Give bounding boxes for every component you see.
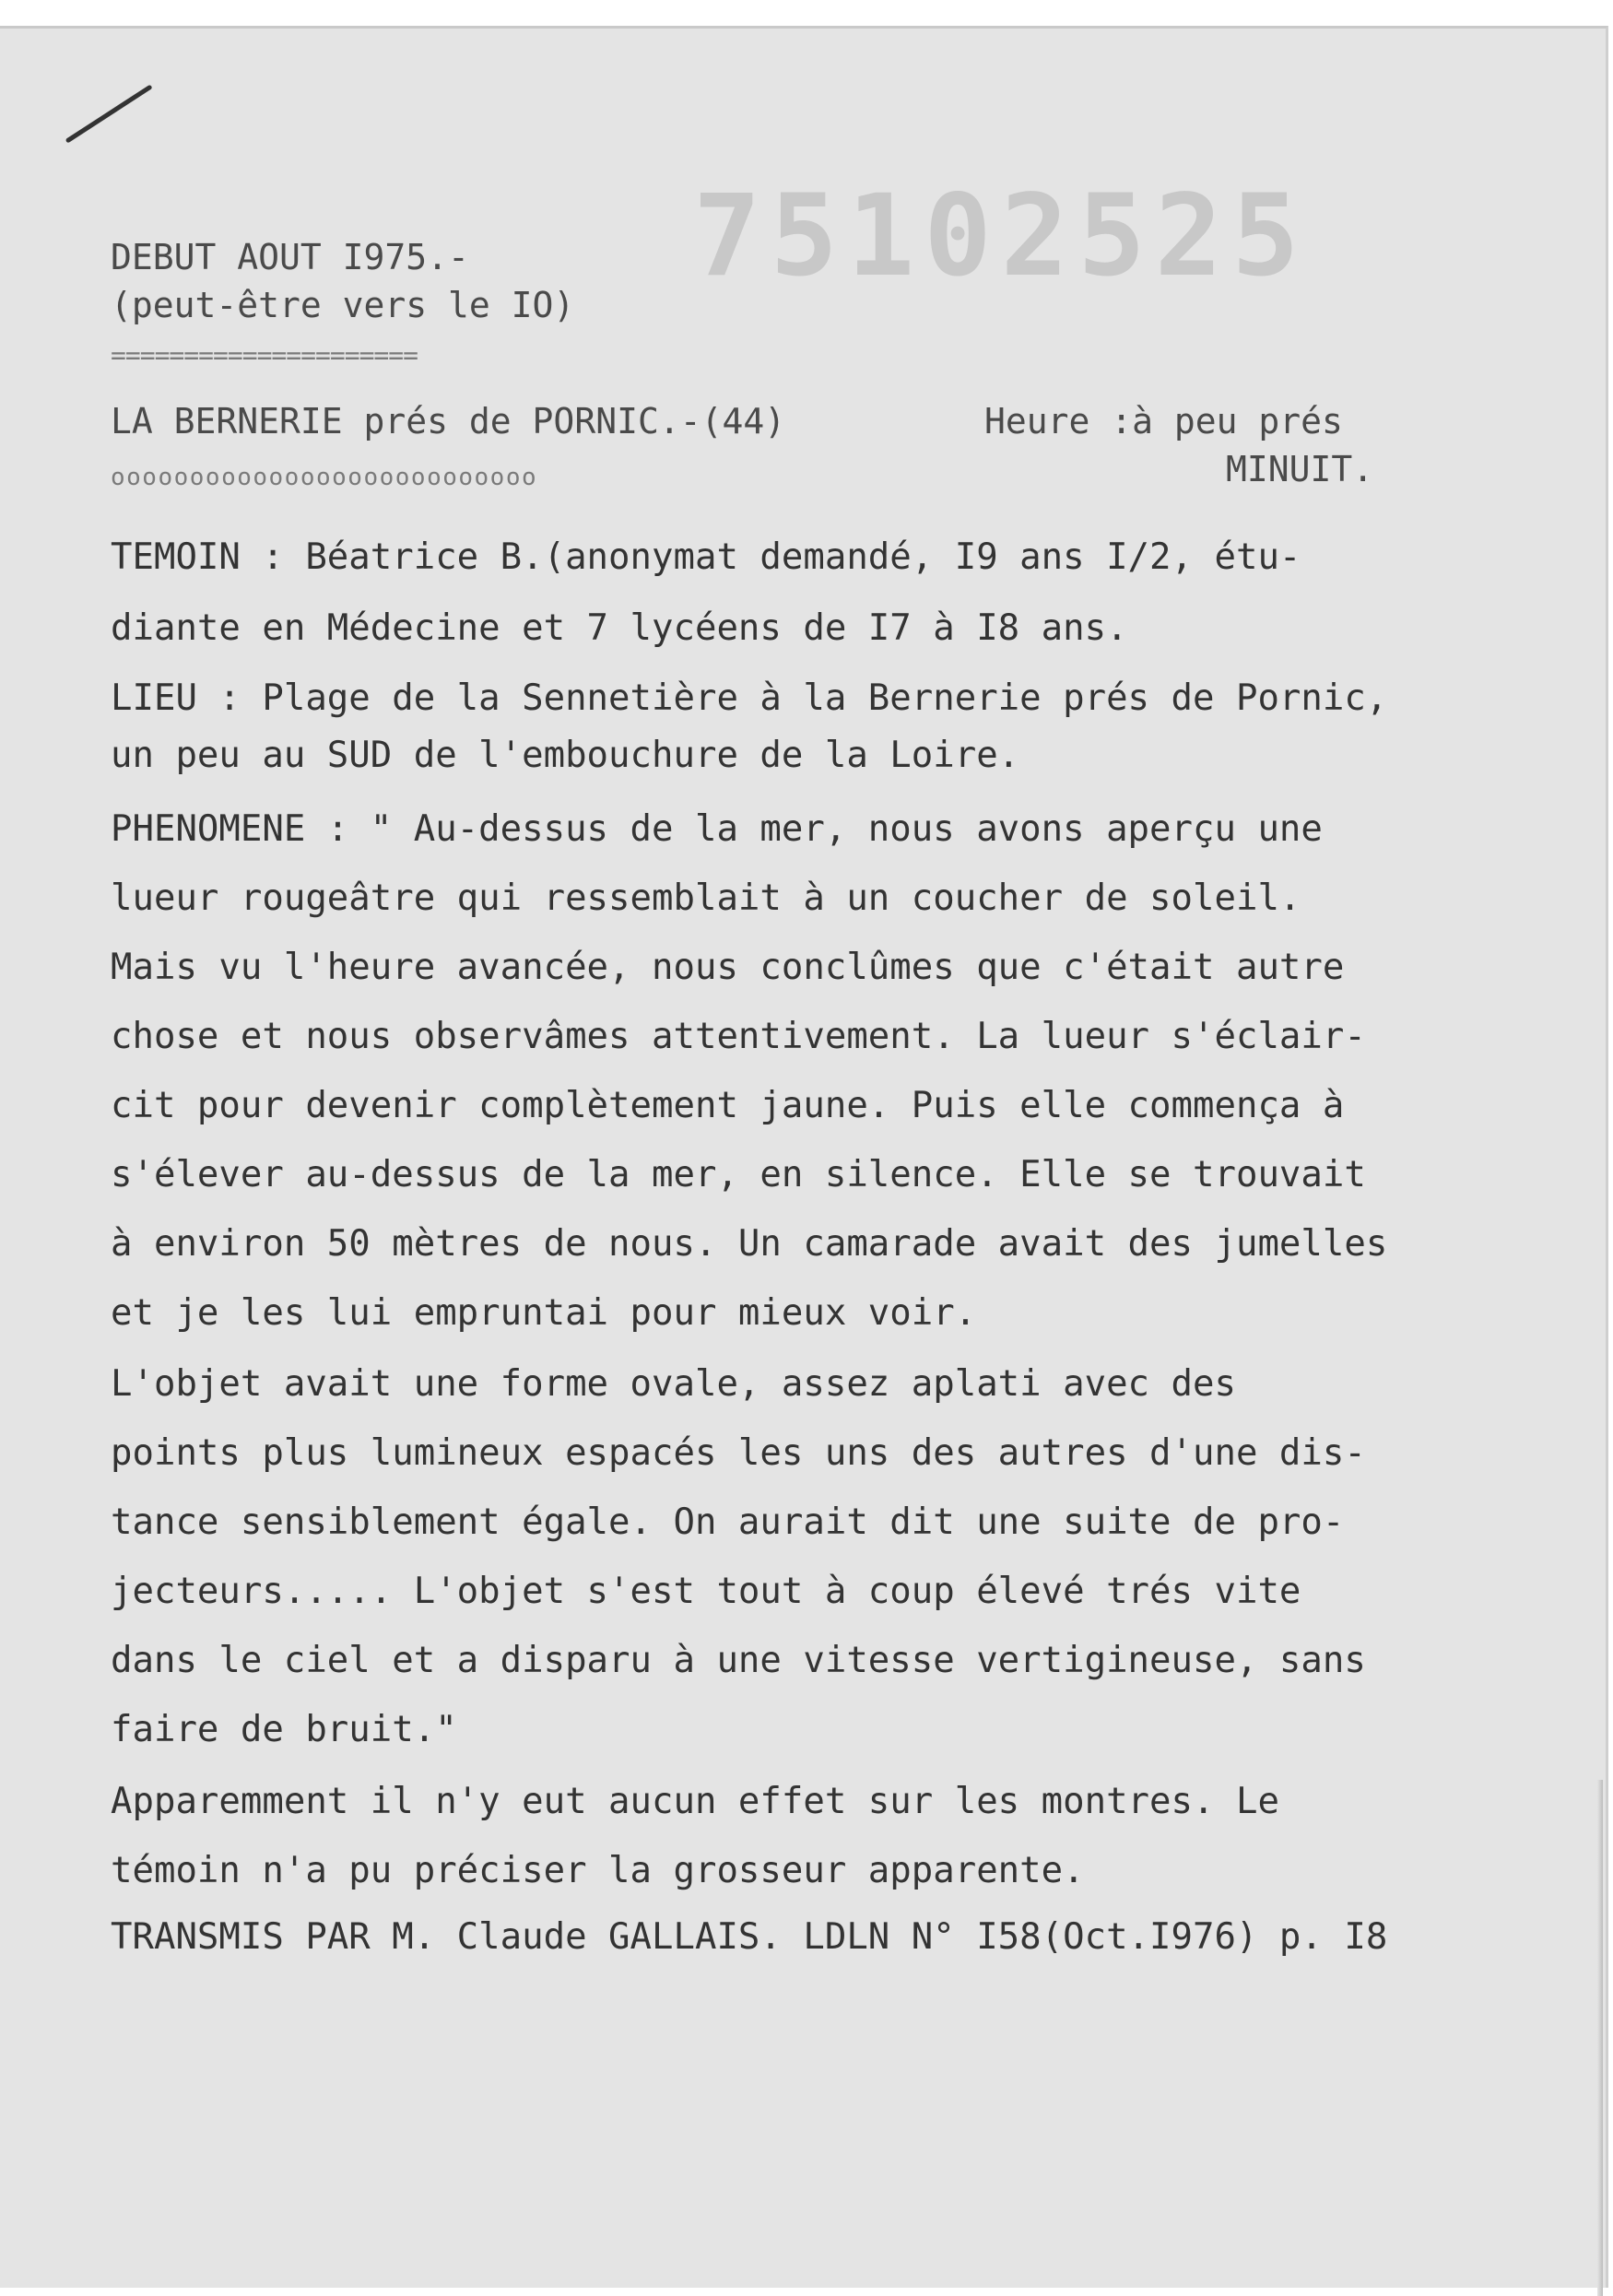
body-line: à environ 50 mètres de nous. Un camarade avait des jumelles xyxy=(111,1223,1388,1265)
time-value: MINUIT. xyxy=(1226,449,1374,489)
body-line: et je les lui empruntai pour mieux voir. xyxy=(111,1292,977,1334)
page-edge-shadow xyxy=(1597,1780,1603,2296)
body-line: Mais vu l'heure avancée, nous conclûmes que c'était autre xyxy=(111,947,1345,988)
body-line: PHENOMENE : " Au-dessus de la mer, nous avons aperçu une xyxy=(111,808,1323,850)
body-line: L'objet avait une forme ovale, assez aplati avec des xyxy=(111,1363,1236,1405)
reference-number: 75102525 xyxy=(693,171,1309,301)
pen-check-mark xyxy=(65,84,153,143)
body-line: faire de bruit." xyxy=(111,1709,457,1750)
place-line: LA BERNERIE prés de PORNIC.-(44) xyxy=(111,401,786,442)
body-line: témoin n'a pu préciser la grosseur apparente. xyxy=(111,1850,1085,1891)
body-line: Apparemment il n'y eut aucun effet sur les montres. Le xyxy=(111,1781,1279,1822)
body-line: jecteurs..... L'objet s'est tout à coup élevé trés vite xyxy=(111,1571,1301,1612)
body-line: TEMOIN : Béatrice B.(anonymat demandé, I9 ans I/2, étu- xyxy=(111,536,1301,578)
transmission-line: TRANSMIS PAR M. Claude GALLAIS. LDLN N° I58(Oct.I976) p. I8 xyxy=(111,1916,1388,1958)
body-line: un peu au SUD de l'embouchure de la Loire. xyxy=(111,735,1020,776)
body-line: diante en Médecine et 7 lycéens de I7 à I8 ans. xyxy=(111,607,1128,649)
body-line: chose et nous observâmes attentivement. La lueur s'éclair- xyxy=(111,1016,1366,1057)
body-line: LIEU : Plage de la Sennetière à la Bernerie prés de Pornic, xyxy=(111,677,1388,719)
time-label: Heure :à peu prés xyxy=(984,401,1343,442)
body-line: cit pour devenir complètement jaune. Puis elle commença à xyxy=(111,1085,1345,1126)
body-line: s'élever au-dessus de la mer, en silence. Elle se trouvait xyxy=(111,1154,1366,1195)
date-note: (peut-être vers le IO) xyxy=(111,285,575,325)
circle-rule: ooooooooooooooooooooooooooo xyxy=(111,464,538,491)
equals-rule: ===================== xyxy=(111,340,418,371)
body-line: tance sensiblement égale. On aurait dit une suite de pro- xyxy=(111,1501,1345,1543)
body-line: dans le ciel et a disparu à une vitesse vertigineuse, sans xyxy=(111,1640,1366,1681)
body-line: lueur rougeâtre qui ressemblait à un coucher de soleil. xyxy=(111,877,1301,919)
date-line: DEBUT AOUT I975.- xyxy=(111,237,469,277)
body-line: points plus lumineux espacés les uns des autres d'une dis- xyxy=(111,1432,1366,1474)
